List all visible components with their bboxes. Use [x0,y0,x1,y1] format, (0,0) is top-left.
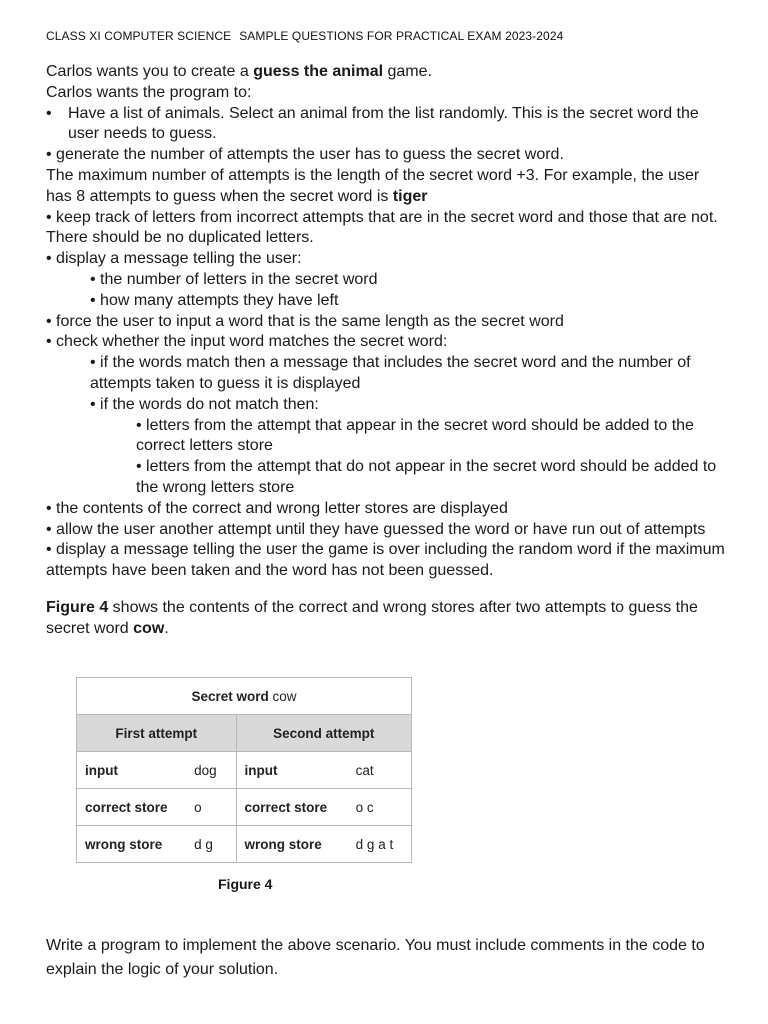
requirement-6b1: • letters from the attempt that appear in the secret word should be added to the correct letters store [136,416,694,455]
table-title [77,678,412,715]
row-label: input [236,752,348,789]
header-class: CLASS XI COMPUTER SCIENCE [46,29,232,43]
note-text: The maximum number of attempts is the length of the secret word +3. For example, the user has 8 attempts to guess when the secret word is [46,166,700,205]
requirement-7: • the contents of the correct and wrong letter stores are displayed [46,499,508,517]
requirement-6: • check whether the input word matches the secret word: [46,333,448,351]
requirement-8: • allow the user another attempt until they have guessed the word or have run out of attempts [46,520,706,538]
requirement-1 [46,104,726,146]
requirement-1-text: Have a list of animals. Select an animal from the list randomly. This is the secret word the user needs to guess. [68,104,699,143]
row-value: cat [348,752,412,789]
intro-end: game. [383,63,432,80]
figure-intro-end: . [164,619,169,637]
game-name: guess the animal [253,63,384,80]
figure-caption: Figure 4 [218,876,273,892]
row-label: correct store [77,789,187,826]
table-row [77,752,412,789]
requirement-6a: • if the words match then a message that includes the secret word and the number of attempts taken to guess it is displayed [90,354,691,392]
header-title: SAMPLE QUESTIONS FOR PRACTICAL EXAM 2023-2024 [239,29,564,43]
final-instruction: Write a program to implement the above scenario. You must include comments in the code to explain the logic of your solution. [46,937,705,978]
intro-text: Carlos wants you to create a [46,63,254,80]
figure-ref: Figure 4 [46,598,109,616]
question-body [46,62,726,640]
row-value: d g [186,826,236,863]
title-label: Secret word [191,688,269,704]
bullet-icon: • [46,104,52,122]
table-title-row [77,678,412,715]
example-word: tiger [392,187,428,205]
row-value: o c [348,789,412,826]
requirement-4b: • how many attempts they have left [90,291,339,309]
figure-4-table [76,677,412,863]
row-value: o [186,789,236,826]
requirement-2: • generate the number of attempts the user has to guess the secret word. [46,146,564,164]
first-attempt-heading: First attempt [77,715,237,752]
row-value: dog [186,752,236,789]
requirement-4a: • the number of letters in the secret word [90,270,378,288]
requirement-2-note [46,166,726,208]
row-label: wrong store [236,826,348,863]
requirement-6b2: • letters from the attempt that do not appear in the secret word should be added to the wrong letters store [136,458,717,496]
requirement-9: • display a message telling the user the game is over including the random word if the maximum attempts have been taken and the word has not been guessed. [46,541,725,580]
row-label: correct store [236,789,348,826]
table-heading-row [77,715,412,752]
requirement-3: • keep track of letters from incorrect attempts that are in the secret word and those that are not. There should be no duplicated letters. [46,208,718,247]
intro-line-2: Carlos wants the program to: [46,83,252,101]
row-label: input [77,752,187,789]
row-label: wrong store [77,826,187,863]
secret-word: cow [133,619,165,637]
row-value: d g a t [348,826,412,863]
figure-intro-text: shows the contents of the correct and wrong stores after two attempts to guess the secret word [46,598,698,637]
title-value: cow [272,688,297,704]
table-row [77,789,412,826]
table-row [77,826,412,863]
intro-line [46,62,726,83]
requirement-5: • force the user to input a word that is the same length as the secret word [46,312,564,330]
requirement-4: • display a message telling the user: [46,250,302,268]
second-attempt-heading: Second attempt [236,715,411,752]
requirement-6b: • if the words do not match then: [90,395,319,413]
page-header [46,29,563,43]
figure-intro [46,598,726,640]
